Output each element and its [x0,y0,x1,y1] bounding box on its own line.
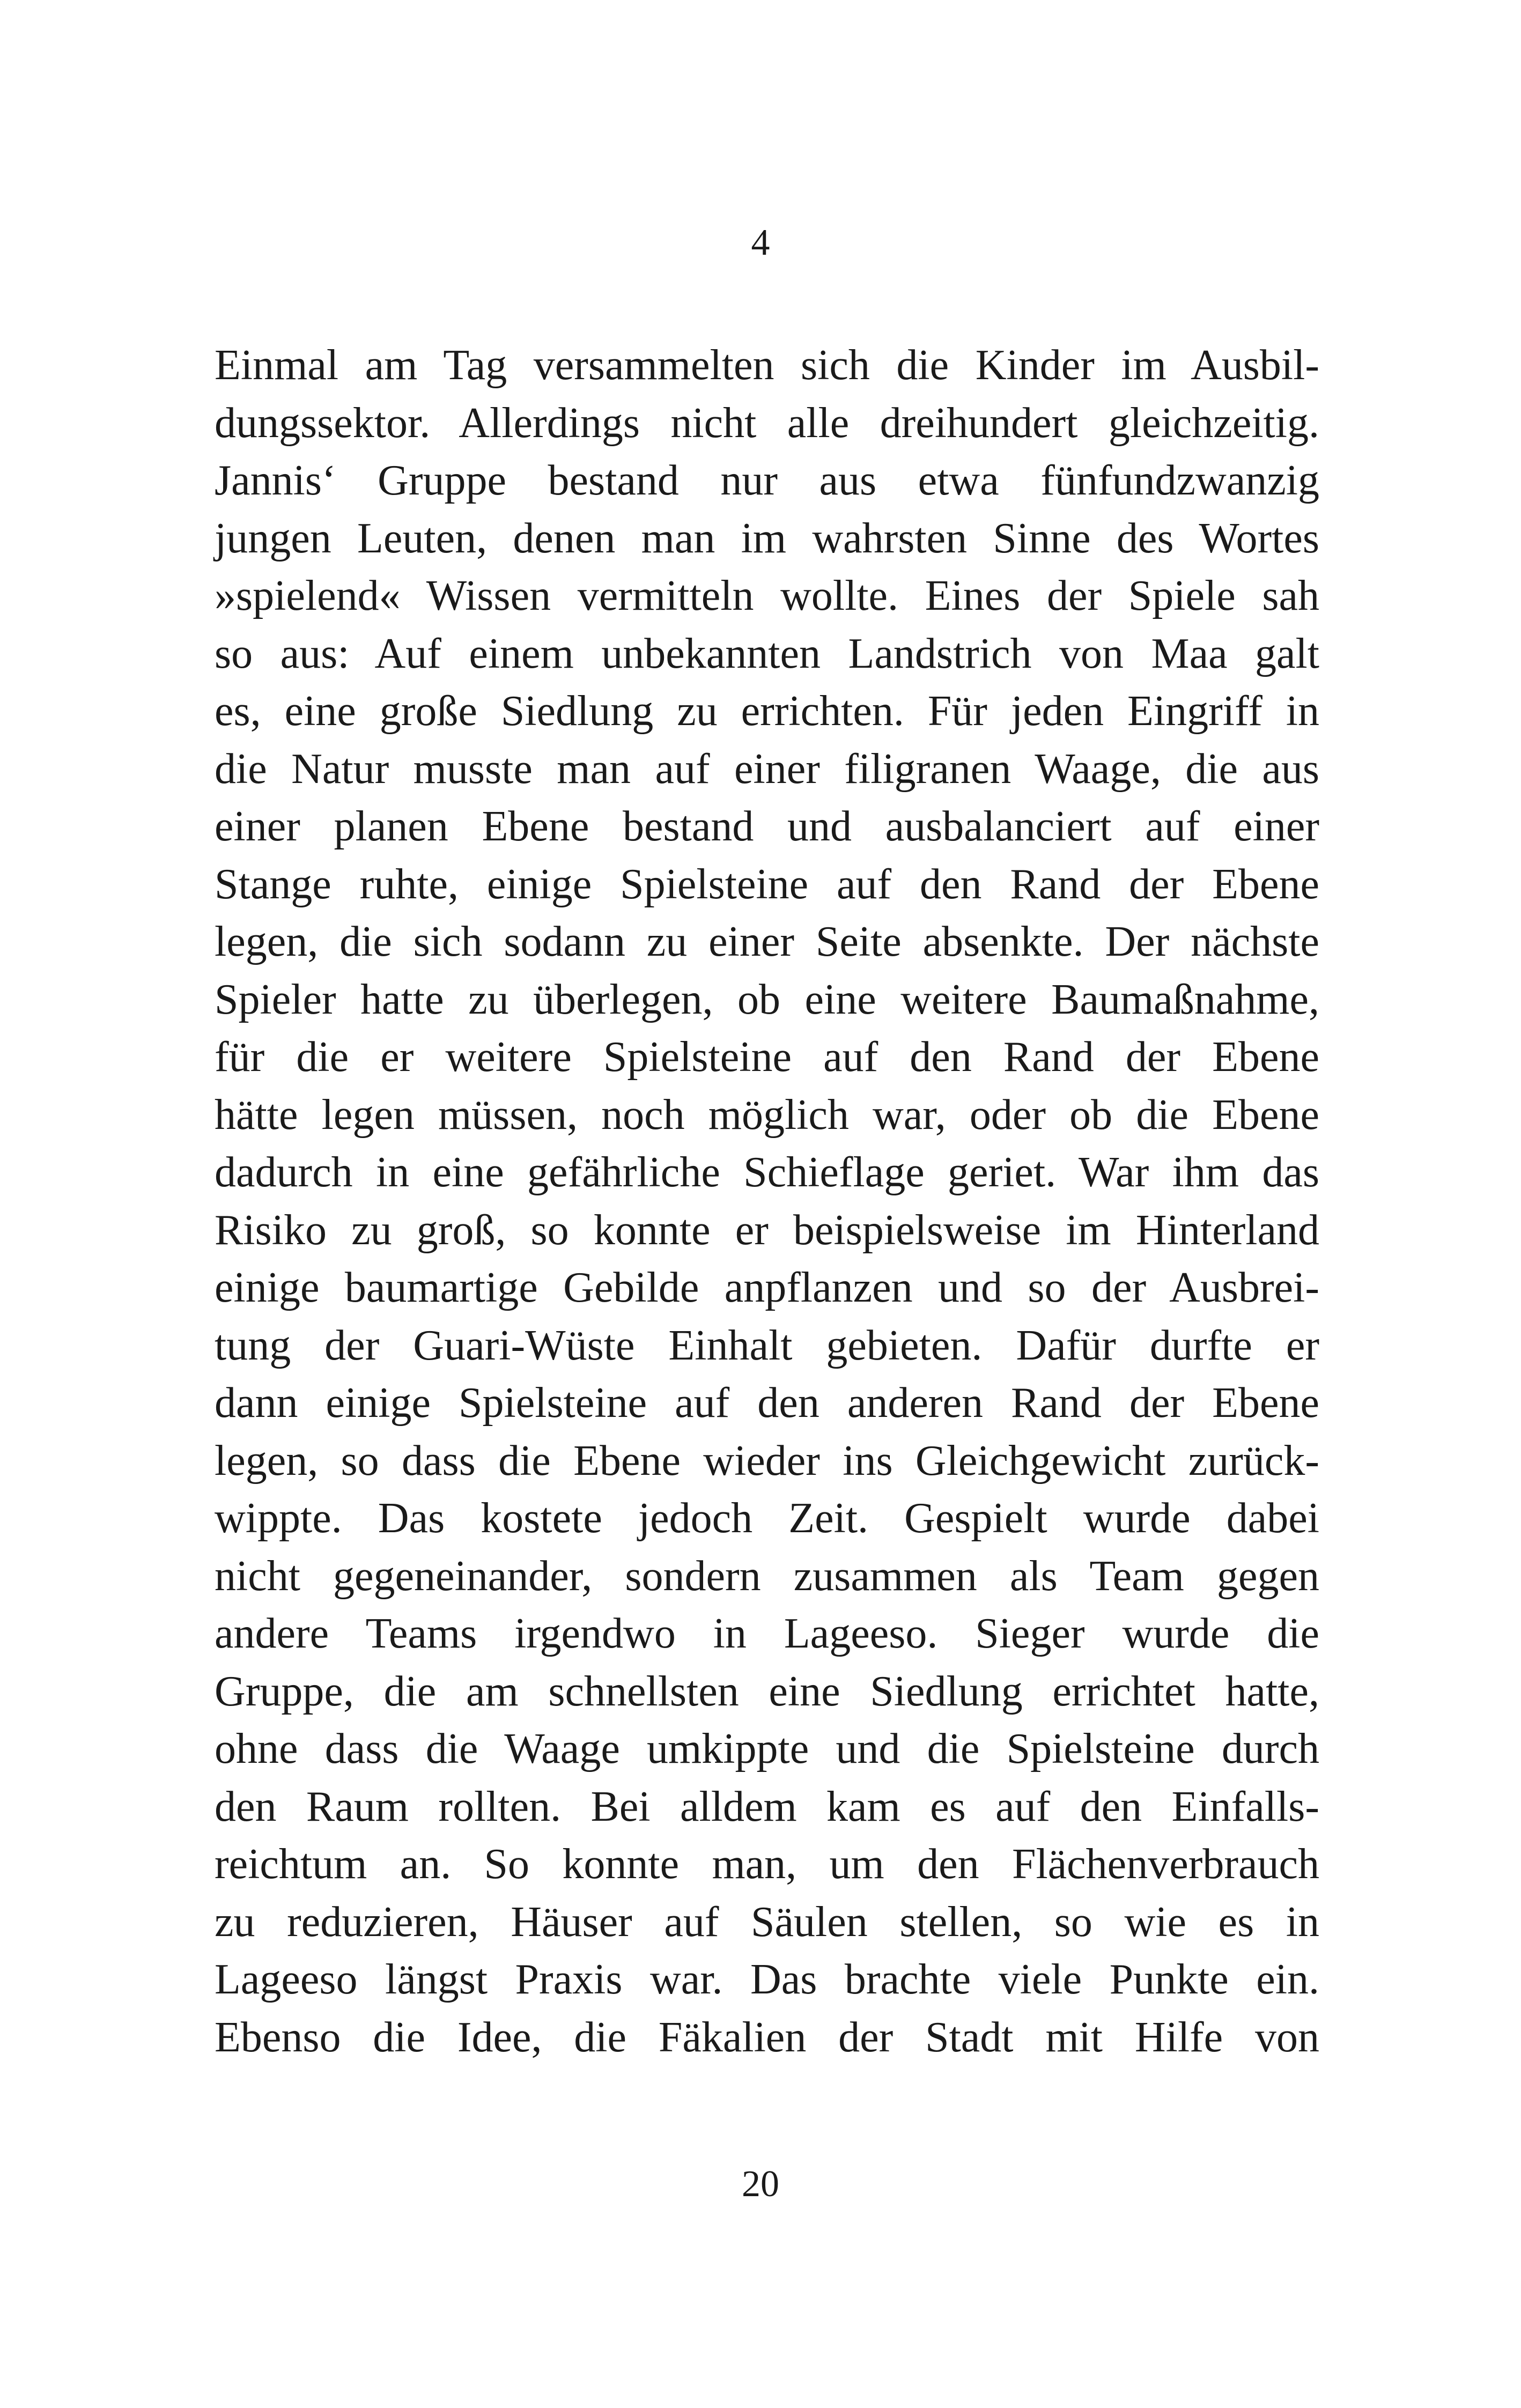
chapter-number: 4 [751,222,770,263]
text-line: Ebenso die Idee, die Fäkalien der Stadt mit Hilfe von [215,2013,1319,2061]
text-line: Lageeso längst Praxis war. Das brachte viele Punkte ein. [215,1956,1319,2003]
text-line: Jannis‘ Gruppe bestand nur aus etwa fünfundzwanzig [215,457,1319,504]
text-line: wippte. Das kostete jedoch Zeit. Gespielt wurde dabei [215,1495,1319,1542]
text-line: andere Teams irgendwo in Lageeso. Sieger wurde die [215,1610,1319,1657]
text-line: ohne dass die Waage umkippte und die Spielsteine durch [215,1725,1319,1772]
text-line: dann einige Spielsteine auf den anderen Rand der Ebene [215,1379,1319,1427]
text-line: Gruppe, die am schnellsten eine Siedlung errichtet hatte, [215,1667,1319,1715]
text-line: es, eine große Siedlung zu errichten. Für jeden Eingriff in [215,688,1319,735]
text-line: einer planen Ebene bestand und ausbalanciert auf einer [215,803,1319,850]
text-line: reichtum an. So konnte man, um den Flächenverbrauch [215,1841,1319,1888]
text-line: für die er weitere Spielsteine auf den Rand der Ebene [215,1033,1319,1081]
text-line: Risiko zu groß, so konnte er beispielsweise im Hinterland [215,1206,1319,1254]
text-line: legen, so dass die Ebene wieder ins Gleichgewicht zurück- [215,1437,1319,1484]
text-line: dadurch in eine gefährliche Schieflage geriet. War ihm das [215,1149,1319,1196]
text-line: dungssektor. Allerdings nicht alle dreihundert gleichzeitig. [215,399,1319,447]
text-line: legen, die sich sodann zu einer Seite absenkte. Der nächste [215,918,1319,965]
text-line: Spieler hatte zu überlegen, ob eine weitere Baumaßnahme, [215,976,1319,1023]
text-line: nicht gegeneinander, sondern zusammen als Team gegen [215,1552,1319,1600]
text-line: jungen Leuten, denen man im wahrsten Sinne des Wortes [215,514,1319,562]
body-text [215,337,1319,2066]
text-line: Stange ruhte, einige Spielsteine auf den Rand der Ebene [215,860,1319,908]
text-line: so aus: Auf einem unbekannten Landstrich von Maa galt [215,630,1319,677]
text-line: tung der Guari-Wüste Einhalt gebieten. Dafür durfte er [215,1321,1319,1369]
page-number: 20 [742,2163,779,2205]
text-line: den Raum rollten. Bei alldem kam es auf den Einfalls- [215,1783,1319,1830]
text-line: Einmal am Tag versammelten sich die Kinder im Ausbil- [215,342,1319,389]
text-line: »spielend« Wissen vermitteln wollte. Eines der Spiele sah [215,572,1319,619]
text-line: hätte legen müssen, noch möglich war, oder ob die Ebene [215,1091,1319,1139]
text-line: einige baumartige Gebilde anpflanzen und so der Ausbrei- [215,1264,1319,1311]
text-line: zu reduzieren, Häuser auf Säulen stellen, so wie es in [215,1898,1319,1946]
text-line: die Natur musste man auf einer filigranen Waage, die aus [215,745,1319,793]
